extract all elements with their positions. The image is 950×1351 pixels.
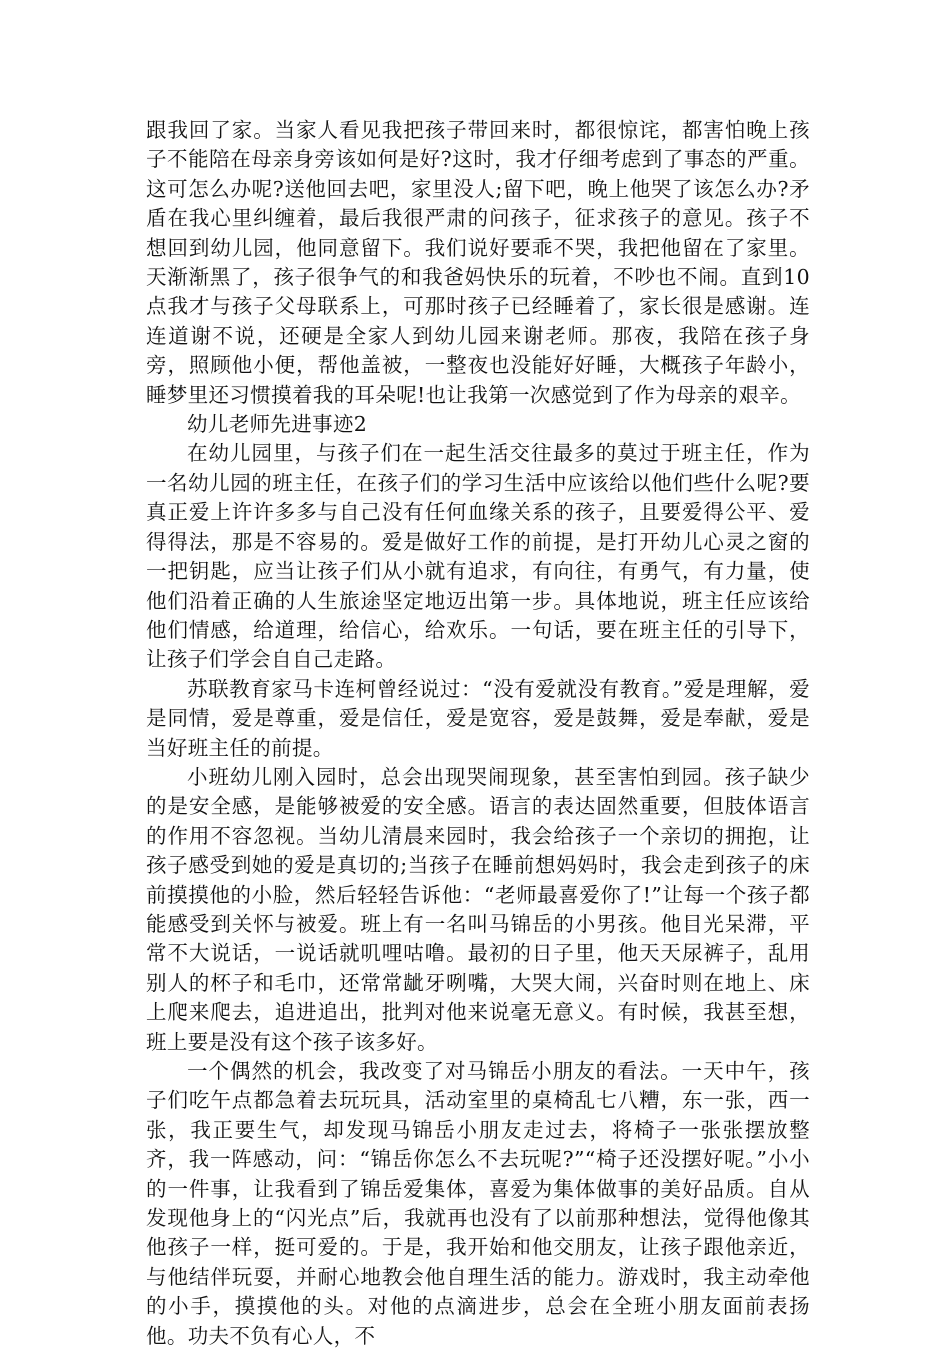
- document-page: [146, 116, 810, 1351]
- paragraph-makarenko-quote: 苏联教育家马卡连柯曾经说过：“没有爱就没有教育。”爱是理解，爱是同情，爱是尊重，爱是信任，爱是宽容，爱是鼓舞，爱是奉献，爱是当好班主任的前提。: [146, 676, 810, 760]
- paragraph-head-teacher: 在幼儿园里，与孩子们在一起生活交往最多的莫过于班主任，作为一名幼儿园的班主任，在孩子们的学习生活中应该给以他们些什么呢?要真正爱上许许多多与自己没有任何血缘关系的孩子，且要爱得公平、爱得得法，那是不容易的。爱是做好工作的前提，是打开幼儿心灵之窗的一把钥匙，应当让孩子们从小就有追求，有向往，有勇气，有力量，使他们沿着正确的人生旅途坚定地迈出第一步。具体地说，班主任应该给他们情感，给道理，给信心，给欢乐。一句话，要在班主任的引导下，让孩子们学会自自己走路。: [146, 441, 810, 672]
- paragraph-chance-opportunity: 一个偶然的机会，我改变了对马锦岳小朋友的看法。一天中午，孩子们吃午点都急着去玩玩具，活动室里的桌椅乱七八糟，东一张，西一张，我正要生气，却发现马锦岳小朋友走过去，将椅子一张张摆放整齐，我一阵感动，问：“锦岳你怎么不去玩呢?”“椅子还没摆好呢。”小小的一件事，让我看到了锦岳爱集体，喜爱为集体做事的美好品质。自从发现他身上的“闪光点”后，我就再也没有了以前那种想法，觉得他像其他孩子一样，挺可爱的。于是，我开始和他交朋友，让孩子跟他亲近，与他结伴玩耍，并耐心地教会他自理生活的能力。游戏时，我主动牵他的小手，摸摸他的头。对他的点滴进步，总会在全班小朋友面前表扬他。功夫不负有心人，不: [146, 1059, 810, 1348]
- paragraph-continued: 跟我回了家。当家人看见我把孩子带回来时，都很惊诧，都害怕晚上孩子不能陪在母亲身旁该如何是好?这时，我才仔细考虑到了事态的严重。这可怎么办呢?送他回去吧，家里没人;留下吧，晚上他哭了该怎么办?矛盾在我心里纠缠着，最后我很严肃的问孩子，征求孩子的意见。孩子不想回到幼儿园，他同意留下。我们说好要乖不哭，我把他留在了家里。天渐渐黑了，孩子很争气的和我爸妈快乐的玩着，不吵也不闹。直到10点我才与孩子父母联系上，可那时孩子已经睡着了，家长很是感谢。连连道谢不说，还硬是全家人到幼儿园来谢老师。那夜，我陪在孩子身旁，照顾他小便，帮他盖被，一整夜也没能好好睡，大概孩子年龄小，睡梦里还习惯摸着我的耳朵呢!也让我第一次感觉到了作为母亲的艰辛。: [146, 118, 810, 407]
- paragraph-new-pupils: 小班幼儿刚入园时，总会出现哭闹现象，甚至害怕到园。孩子缺少的是安全感，是能够被爱的安全感。语言的表达固然重要，但肢体语言的作用不容忽视。当幼儿清晨来园时，我会给孩子一个亲切的拥抱，让孩子感受到她的爱是真切的;当孩子在睡前想妈妈时，我会走到孩子的床前摸摸他的小脸，然后轻轻告诉他：“老师最喜爱你了!”让每一个孩子都能感受到关怀与被爱。班上有一名叫马锦岳的小男孩。他目光呆滞，平常不大说话，一说话就叽哩咕噜。最初的日子里，他天天尿裤子，乱用别人的杯子和毛巾，还常常龇牙咧嘴，大哭大闹，兴奋时则在地上、床上爬来爬去，追进追出，批判对他来说毫无意义。有时候，我甚至想，班上要是没有这个孩子该多好。: [146, 764, 810, 1054]
- section-heading: 幼儿老师先进事迹2: [187, 412, 368, 437]
